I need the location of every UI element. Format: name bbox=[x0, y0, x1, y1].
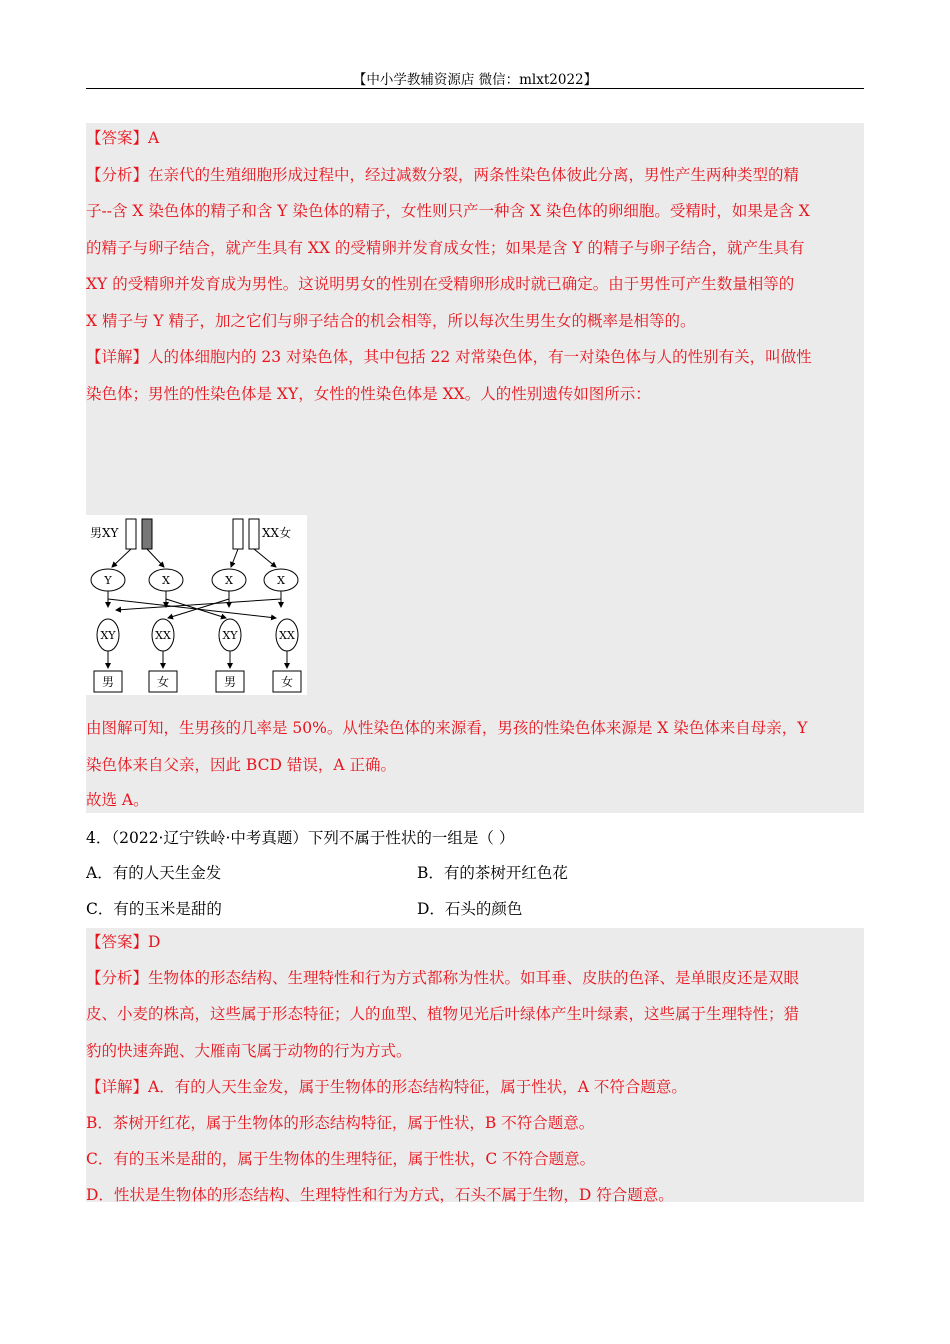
detail-line: C．有的玉米是甜的，属于生物体的生理特征，属于性状，C 不符合题意。 bbox=[86, 1150, 596, 1169]
conclusion-line: 染色体来自父亲，因此 BCD 错误，A 正确。 bbox=[86, 755, 396, 774]
analysis-line: 皮、小麦的株高，这些属于形态特征；人的血型、植物见光后叶绿体产生叶绿素，这些属于生理特性；猎 bbox=[86, 1005, 800, 1024]
gamete-label: Y bbox=[104, 574, 112, 587]
detail-line: 【详解】人的体细胞内的 23 对染色体，其中包括 22 对常染色体，有一对染色体与人的性别有关，叫做性 bbox=[86, 348, 812, 366]
male-y-chromosome bbox=[142, 519, 152, 549]
analysis-line: 【分析】生物体的形态结构、生理特性和行为方式都称为性状。如耳垂、皮肤的色泽、是单眼皮还是双眼 bbox=[86, 969, 800, 988]
diagram-svg bbox=[86, 515, 307, 695]
answer-section-1 bbox=[86, 120, 864, 412]
gamete-label: X bbox=[225, 574, 233, 587]
result-label: 女 bbox=[156, 675, 170, 689]
result-label: 女 bbox=[280, 675, 294, 689]
detail-line: 【详解】A．有的人天生金发，属于生物体的形态结构特征，属于性状，A 不符合题意。 bbox=[86, 1077, 687, 1096]
detail-line: 染色体；男性的性染色体是 XY，女性的性染色体是 XX。人的性别遗传如图所示： bbox=[86, 384, 651, 403]
option-d: D．石头的颜色 bbox=[417, 900, 523, 918]
conclusion-line: 由图解可知，生男孩的几率是 50%。从性染色体的来源看，男孩的性染色体来源是 X 染色体来自母亲，Y bbox=[86, 719, 808, 737]
option-a: A．有的人天生金发 bbox=[86, 864, 222, 882]
answer-line: 【答案】D bbox=[86, 933, 161, 951]
zygote-label: XY bbox=[100, 629, 116, 642]
sex-inheritance-diagram bbox=[86, 515, 307, 695]
result-label: 男 bbox=[101, 675, 115, 689]
option-c: C．有的玉米是甜的 bbox=[86, 900, 222, 918]
zygote-label: XX bbox=[279, 629, 295, 642]
gamete-label: X bbox=[277, 574, 285, 587]
option-b: B．有的茶树开红色花 bbox=[417, 864, 568, 882]
zygote-label: XY bbox=[222, 629, 238, 642]
final-answer-1: 故选 A。 bbox=[86, 791, 149, 809]
answer-line: 【答案】A bbox=[86, 129, 160, 147]
header-rule bbox=[86, 88, 864, 89]
zygote-label: XX bbox=[155, 629, 171, 642]
conclusion-section-1 bbox=[86, 710, 864, 783]
analysis-line: XY 的受精卵并发育成为男性。这说明男女的性别在受精卵形成时就已确定。由于男性可产生数量相等的 bbox=[86, 275, 795, 293]
analysis-line: X 精子与 Y 精子，加之它们与卵子结合的机会相等，所以每次生男生女的概率是相等的。 bbox=[86, 311, 696, 330]
question-4-stem: 4．（2022·辽宁铁岭·中考真题）下列不属于性状的一组是（ ） bbox=[86, 829, 515, 847]
female-parent-label: XX女 bbox=[262, 526, 292, 540]
male-parent-label: 男XY bbox=[90, 526, 119, 540]
analysis-line: 【分析】在亲代的生殖细胞形成过程中，经过减数分裂，两条性染色体彼此分离，男性产生两种类型的精 bbox=[86, 165, 800, 184]
analysis-line: 子--含 X 染色体的精子和含 Y 染色体的精子，女性则只产一种含 X 染色体的卵细胞。受精时，如果是含 X bbox=[86, 202, 810, 220]
gamete-label: X bbox=[162, 574, 170, 587]
female-x-chromosome bbox=[233, 519, 243, 549]
result-label: 男 bbox=[223, 675, 237, 689]
male-x-chromosome bbox=[126, 519, 136, 549]
analysis-line: 的精子与卵子结合，就产生具有 XX 的受精卵并发育成女性；如果是含 Y 的精子与卵子结合，就产生具有 bbox=[86, 238, 805, 257]
analysis-line: 豹的快速奔跑、大雁南飞属于动物的行为方式。 bbox=[86, 1041, 412, 1060]
answer-section-2 bbox=[86, 924, 864, 1214]
detail-line: B．茶树开红花，属于生物体的形态结构特征，属于性状，B 不符合题意。 bbox=[86, 1114, 595, 1133]
female-x-chromosome bbox=[249, 519, 259, 549]
page-header: 【中小学教辅资源店 微信：mlxt2022】 bbox=[352, 72, 598, 88]
detail-line: D．性状是生物体的形态结构、生理特性和行为方式，石头不属于生物，D 符合题意。 bbox=[86, 1186, 674, 1205]
